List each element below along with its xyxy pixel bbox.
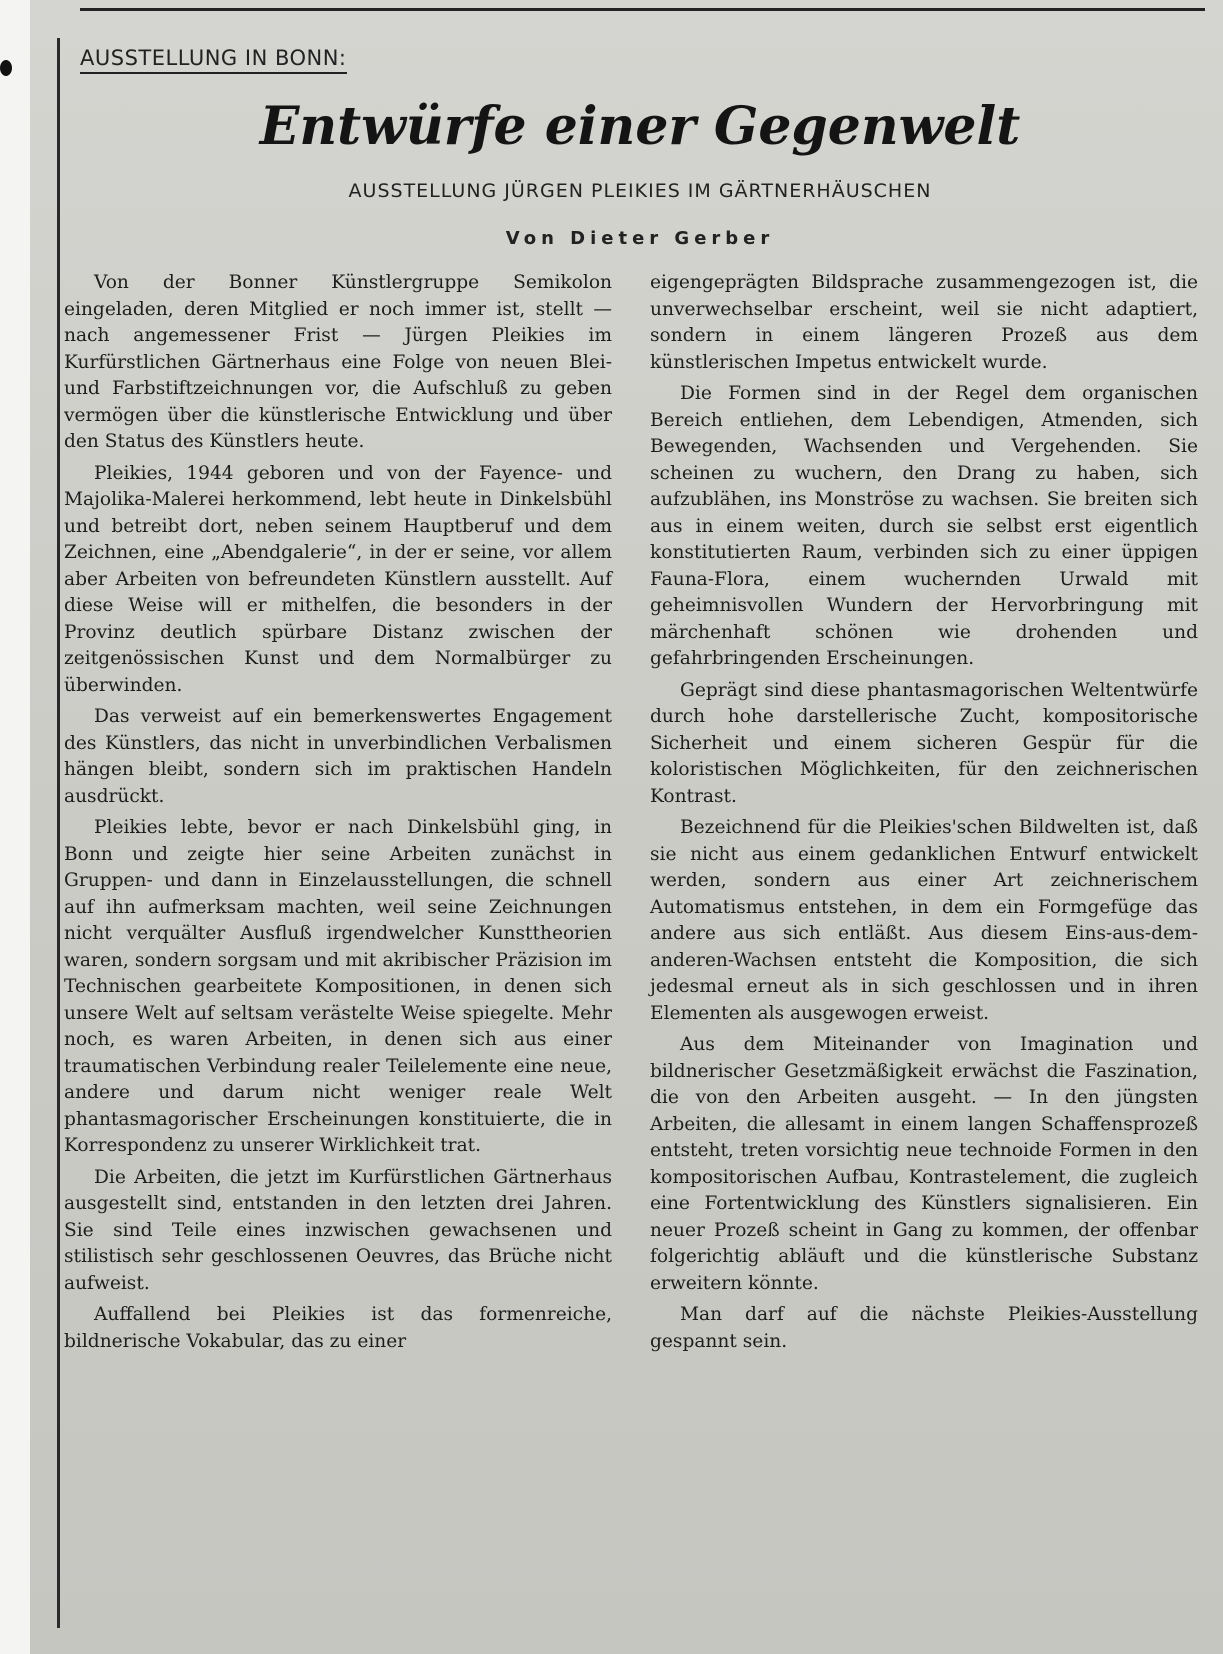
paragraph: Bezeichnend für die Pleikies'schen Bildwelten ist, daß sie nicht aus einem gedanklichen Entwurf entwickelt werden, sondern aus einer Art zeichnerischem Automatismus entstehen, in dem ein Formgefüge das andere aus sich entläßt. Aus diesem Eins-aus-dem-anderen-Wachsen entsteht die Komposition, die sich jedesmal erneut als in sich geschlossen und in ihren Elementen als ausgewogen erweist. — [650, 817, 1198, 1024]
paragraph: Die Formen sind in der Regel dem organischen Bereich entliehen, dem Lebendigen, Atmenden, sich Bewegenden, Wachsenden und Vergehenden. Sie scheinen zu wuchern, den Drang zu haben, sich aufzublähen, ins Monströse zu wachsen. Sie breiten sich aus in einem weiten, durch sie selbst erst eigentlich konstitutierten Raum, verbinden sich zu einer üppigen Fauna-Flora, einem wuchernden Urwald mit geheimnisvollen Wundern der Hervorbringung mit märchenhaft schönen wie drohenden und gefahrbringenden Erscheinungen. — [650, 383, 1198, 669]
punch-hole-mark — [0, 60, 12, 76]
paragraph: eigengeprägten Bildsprache zusammengezogen ist, die unverwechselbar erscheint, weil sie nicht adaptiert, sondern in einem längeren Prozeß aus dem künstlerischen Impetus entwickelt wurde. — [650, 272, 1198, 373]
paragraph: Von der Bonner Künstlergruppe Semikolon eingeladen, deren Mitglied er noch immer ist, stellt — nach angemessener Frist — Jürgen Pleikies im Kurfürstlichen Gärtnerhaus eine Folge von neuen Blei- und Farbstiftzeichnungen vor, die Aufschluß zu geben vermögen über die künstlerische Entwicklung und über den Status des Künstlers heute. — [64, 272, 612, 452]
article-column-left — [64, 270, 612, 1360]
kicker: AUSSTELLUNG IN BONN: — [80, 46, 347, 74]
paragraph: Pleikies, 1944 geboren und von der Fayence- und Majolika-Malerei herkommend, lebt heute in Dinkelsbühl und betreibt dort, neben seinem Hauptberuf und dem Zeichnen, eine „Abendgalerie“, in der er seine, vor allem aber Arbeiten von befreundeten Künstlern ausstellt. Auf diese Weise will er mithelfen, die besonders in der Provinz deutlich spürbare Distanz zwischen der zeitgenössischen Kunst und dem Normalbürger zu überwinden. — [64, 462, 612, 696]
paragraph: Aus dem Miteinander von Imagination und bildnerischer Gesetzmäßigkeit erwächst die Faszination, die von den Arbeiten ausgeht. — In den jüngsten Arbeiten, die allesamt in einem langen Schaffensprozeß entsteht, treten vorsichtig neue technoide Formen in den kompositorischen Aufbau, Kontrastelement, die zugleich eine Fortentwicklung des Künstlers signalisieren. Ein neuer Prozeß scheint in Gang zu kommen, der offenbar folgerichtig abläuft und die künstlerische Substanz erweitern könnte. — [650, 1034, 1198, 1294]
paragraph: Die Arbeiten, die jetzt im Kurfürstlichen Gärtnerhaus ausgestellt sind, entstanden in den letzten drei Jahren. Sie sind Teile eines inzwischen gewachsenen und stilistisch sehr geschlossenen Oeuvres, das Brüche nicht aufweist. — [64, 1166, 612, 1294]
column-rule — [57, 38, 60, 1628]
paragraph: Auffallend bei Pleikies ist das formenreiche, bildnerische Vokabular, das zu einer — [64, 1304, 612, 1352]
paragraph: Man darf auf die nächste Pleikies-Ausstellung gespannt sein. — [650, 1304, 1198, 1352]
byline: Von Dieter Gerber — [505, 228, 775, 249]
subhead: AUSSTELLUNG JÜRGEN PLEIKIES IM GÄRTNERHÄUSCHEN — [348, 180, 932, 202]
top-rule — [80, 8, 1205, 11]
headline: Entwürfe einer Gegenwelt — [259, 96, 1021, 157]
paragraph: Das verweist auf ein bemerkenswertes Engagement des Künstlers, das nicht in unverbindlichen Verbalismen hängen bleibt, sondern sich im praktischen Handeln ausdrückt. — [64, 706, 612, 807]
paragraph: Geprägt sind diese phantasmagorischen Weltentwürfe durch hohe darstellerische Zucht, kompositorische Sicherheit und einem sicheren Gespür für die koloristischen Möglichkeiten, für den zeichnerischen Kontrast. — [650, 679, 1198, 807]
article-column-right — [650, 270, 1198, 1360]
paragraph: Pleikies lebte, bevor er nach Dinkelsbühl ging, in Bonn und zeigte hier seine Arbeiten zunächst in Gruppen- und dann in Einzelausstellungen, die schnell auf ihn aufmerksam machten, weil seine Zeichnungen nicht verquälter Ausfluß irgendwelcher Kunsttheorien waren, sondern sorgsam und mit akribischer Präzision im Technischen gearbeitete Kompositionen, in denen sich unsere Welt auf seltsam verästelte Weise spiegelte. Mehr noch, es waren Arbeiten, in denen sich aus einer traumatischen Verbindung realer Teilelemente eine neue, andere und darum nicht weniger reale Welt phantasmagorischer Erscheinungen konstituierte, die in Korrespondenz zu unserer Wirklichkeit trat. — [64, 817, 612, 1156]
scan-margin — [0, 0, 30, 1654]
